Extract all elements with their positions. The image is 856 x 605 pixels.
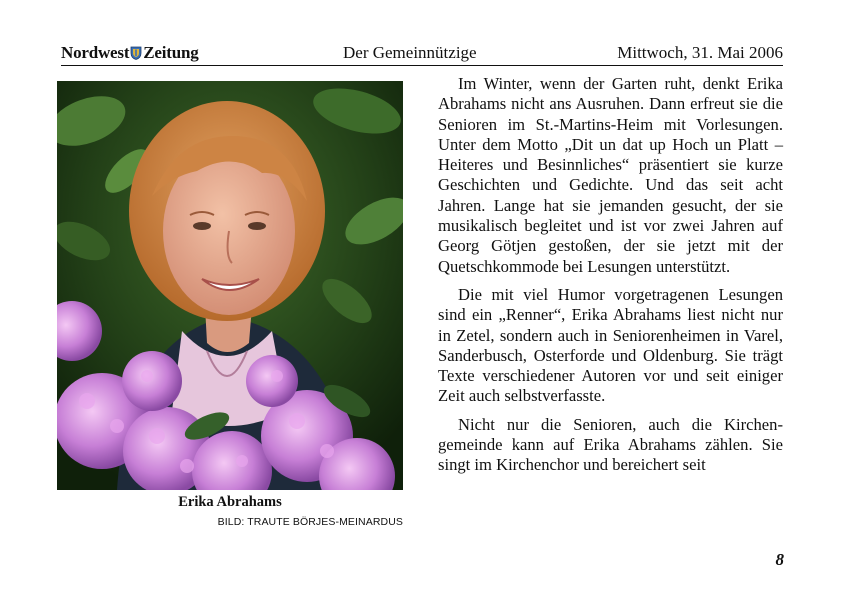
article-paragraph: Nicht nur die Senioren, auch die Kirchengemeinde kann auf Erika Abrahams zählen. Sie singt im Kirchenchor und bereichert seit <box>438 414 783 475</box>
newspaper-masthead <box>61 43 199 63</box>
article-paragraph: Im Winter, wenn der Garten ruht, denkt Erika Abrahams nicht ans Ausruhen. Dann erfreut sie die Senioren im St.-Martins-Heim mit Vorlesungen. Unter dem Motto „Dit un dat up Hoch un Platt – Heiteres und Besinnliches“ präsentiert sie kurze Geschichten und Gedichte. Und das seit acht Jahren. Lange hat sie jemanden gesucht, der sie musikalisch begleitet und ist vor zwei Jahren auf Georg Götjen gestoßen, der sie jetzt mit der Quetschkommode bei Lesungen unterstützt. <box>438 74 783 276</box>
issue-date: Mittwoch, 31. Mai 2006 <box>617 43 783 62</box>
portrait-photo <box>57 81 403 490</box>
page-number: 8 <box>775 550 784 569</box>
masthead-word-zeitung: Zeitung <box>143 43 199 62</box>
section-title: Der Gemeinnützige <box>343 43 477 62</box>
page-header <box>61 41 783 66</box>
crest-icon <box>130 45 142 59</box>
article-body <box>438 74 783 484</box>
photo-caption: Erika Abrahams <box>178 494 282 510</box>
article-paragraph: Die mit viel Humor vorgetragenen Lesungen sind ein „Renner“, Erika Abrahams liest nicht nur in Zetel, sondern auch in Seniorenheimen in Varel, Sanderbusch, Osterforde und Oldenburg. Sie trägt Texte verschiedener Autoren vor und seit einiger Zeit auch selbstverfasste. <box>438 284 783 406</box>
photo-credit: BILD: TRAUTE BÖRJES-MEINARDUS <box>217 516 403 528</box>
masthead-word-nordwest: Nordwest <box>61 43 130 62</box>
